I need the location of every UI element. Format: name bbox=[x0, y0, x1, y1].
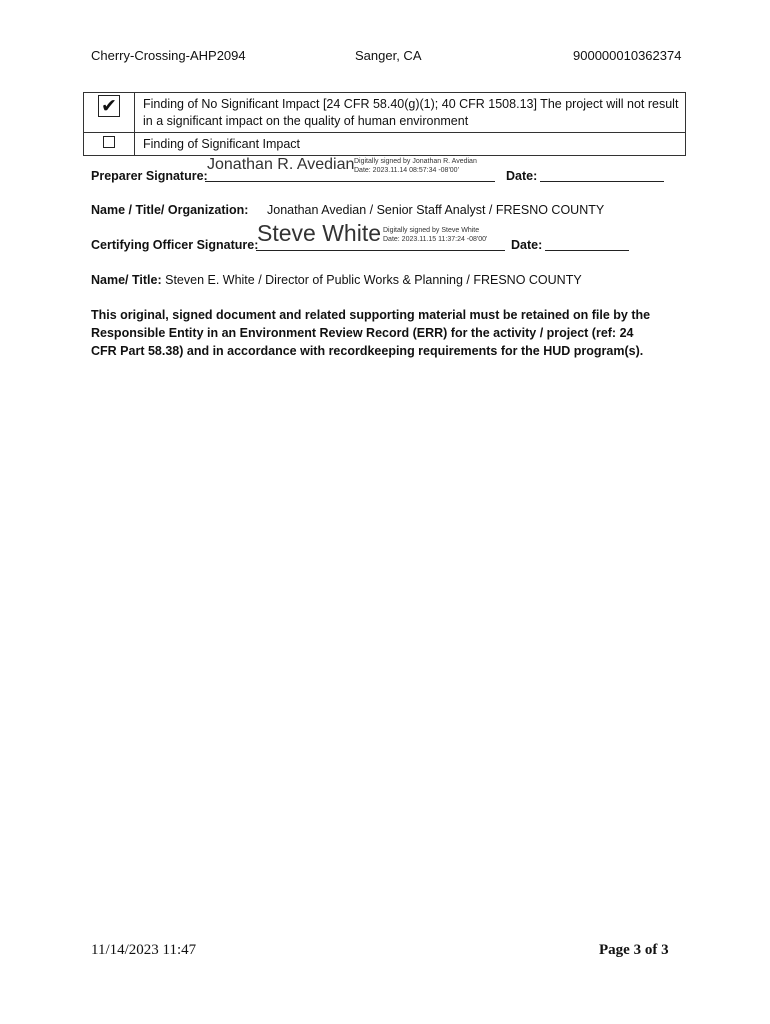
preparer-signature-name: Jonathan R. Avedian bbox=[207, 156, 355, 173]
certifying-signature-label: Certifying Officer Signature: bbox=[91, 238, 259, 252]
fonsi-checkbox-cell bbox=[84, 93, 135, 133]
fosi-checkbox-cell bbox=[84, 133, 135, 156]
officer-name-label: Name/ Title: bbox=[91, 273, 162, 287]
certifying-date-line[interactable] bbox=[545, 240, 629, 251]
certifying-digital-line2: Date: 2023.11.15 11:37:24 -08'00' bbox=[383, 236, 488, 243]
fonsi-text: Finding of No Significant Impact [24 CFR 58.40(g)(1); 40 CFR 1508.13] The project will not result in a significant impact on the quality of human environment bbox=[135, 93, 686, 133]
preparer-digital-signature bbox=[354, 157, 477, 175]
finding-row-fosi bbox=[84, 133, 686, 156]
certifying-digital-signature bbox=[383, 226, 487, 244]
finding-row-fonsi bbox=[84, 93, 686, 133]
findings-table bbox=[83, 92, 686, 156]
preparer-digital-line2: Date: 2023.11.14 08:57:34 -08'00' bbox=[354, 167, 459, 174]
certifying-digital-line1: Digitally signed by Steve White bbox=[383, 227, 480, 234]
fosi-checkbox-empty-icon[interactable] bbox=[103, 136, 115, 148]
officer-name-value: Steven E. White / Director of Public Works & Planning / FRESNO COUNTY bbox=[165, 273, 582, 287]
certifying-date-label: Date: bbox=[511, 238, 543, 252]
certifying-signature-name: Steve White bbox=[257, 220, 381, 246]
preparer-date-line[interactable] bbox=[540, 171, 664, 182]
footer-timestamp: 11/14/2023 11:47 bbox=[91, 942, 197, 958]
header-location: Sanger, CA bbox=[355, 48, 422, 63]
fonsi-checkbox-checked-icon[interactable]: ✔ bbox=[98, 95, 120, 117]
name-title-value: Jonathan Avedian / Senior Staff Analyst / FRESNO COUNTY bbox=[267, 203, 605, 217]
fosi-text: Finding of Significant Impact bbox=[135, 133, 686, 156]
footer-page-number: Page 3 of 3 bbox=[599, 942, 669, 958]
header-project: Cherry-Crossing-AHP2094 bbox=[91, 48, 246, 63]
preparer-signature-label: Preparer Signature: bbox=[91, 169, 208, 183]
header-record-id: 900000010362374 bbox=[573, 48, 682, 63]
name-title-label: Name / Title/ Organization: bbox=[91, 203, 249, 217]
retention-notice: This original, signed document and related supporting material must be retained on file by the Responsible Entity in an Environment Review Record (ERR) for the activity / project (ref: 24 CFR Part 58.38) and in accordance with recordkeeping requirements for the HUD program(s). bbox=[91, 308, 651, 358]
officer-name-row bbox=[91, 273, 582, 287]
preparer-date-label: Date: bbox=[506, 169, 538, 183]
preparer-digital-line1: Digitally signed by Jonathan R. Avedian bbox=[354, 158, 477, 165]
